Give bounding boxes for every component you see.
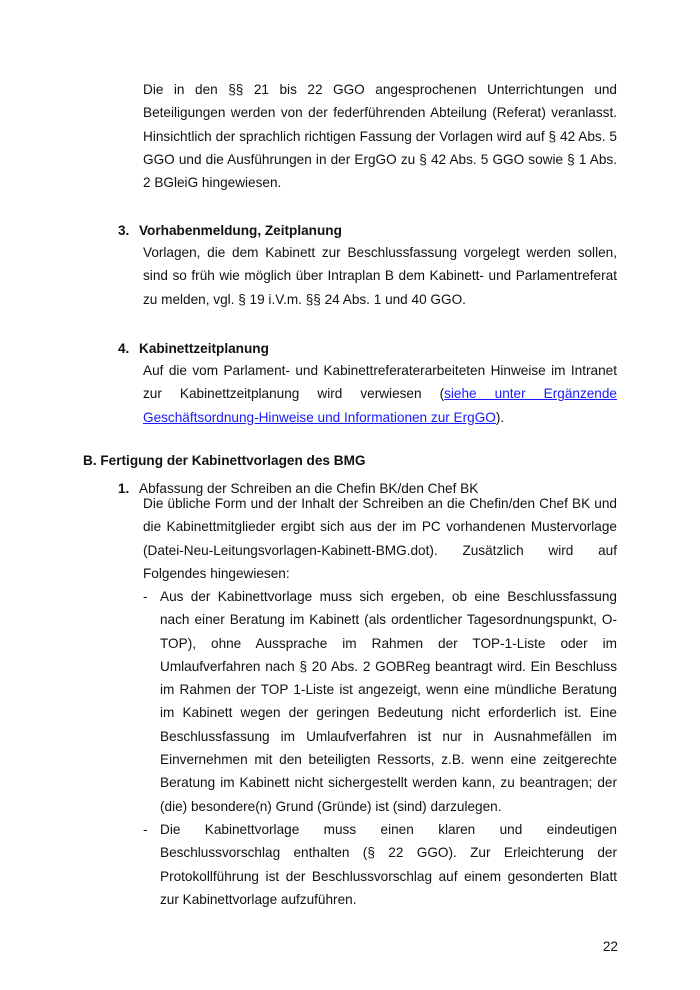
intro-paragraph: Die in den §§ 21 bis 22 GGO angesprochenen Unterrichtungen und Beteiligungen werden von der federführenden Abteilung (Referat) veranlasst. Hinsichtlich der sprachlich richtigen Fassung der Vorlagen wird auf § 42 Abs. 5 GGO und die Ausführungen in der ErgGO zu § 42 Abs. 5 GGO sowie § 1 Abs. 2 BGleiG hingewiesen. [143,82,617,191]
item-1-number: 1. [118,481,130,496]
item-1-text: Die übliche Form und der Inhalt der Schreiben an die Chefin/den Chef BK und die Kabinettmitglieder ergibt sich aus der im PC vorhandenen Mustervorlage (Datei-Neu-Leitungsvorlagen-Kabinett-BMG.dot). Zusätzlich wird auf Folgendes hingewiesen: [143,496,617,581]
section-4-text [143,359,617,429]
section-4-number: 4. [118,341,130,356]
item-1-bullet-list [143,585,617,911]
bullet-text: Aus der Kabinettvorlage muss sich ergeben, ob eine Beschlussfassung nach einer Beratung im Kabinett (als ordentlicher Tagesordnungspunkt, O-TOP), ohne Aussprache im Rahmen der TOP-1-Liste oder im Umlaufverfahren nach § 20 Abs. 2 GOBReg beantragt wird. Ein Beschluss im Rahmen der TOP 1-Liste ist angezeigt, wenn eine mündliche Beratung im Kabinett wegen der geringen Bedeutung nicht erforderlich ist. Eine Beschlussfassung im Umlaufverfahren ist nur in Ausnahmefällen im Einvernehmen mit den beteiligten Ressorts, z.B. wenn eine zeitgerechte Beratung im Kabinett nicht sichergestellt werden kann, zu beantragen; der (die) besondere(n) Grund (Gründe) ist (sind) darzulegen. [160,589,617,814]
section-4-text-before: Auf die vom Parlament- und Kabinettreferaterarbeiteten Hinweise im Intranet zur Kabinettzeitplanung wird verwiesen ( [143,363,617,402]
section-4-text-after: ). [495,409,505,425]
dash-marker: - [143,589,148,604]
section-4-heading [118,340,269,358]
list-item [143,818,617,911]
section-3-text: Vorlagen, die dem Kabinett zur Beschlussfassung vorgelegt werden sollen, sind so früh wie möglich über Intraplan B dem Kabinett- und Parlamentreferat zu melden, vgl. § 19 i.V.m. §§ 24 Abs. 1 und 40 GGO. [143,245,617,307]
section-3-number: 3. [118,223,130,238]
section-4-title: Kabinettzeitplanung [139,341,269,356]
dash-marker: - [143,821,148,837]
ergänzende-geschäftsordnung-link[interactable]: siehe unter Ergänzende Geschäftsordnung-Hinweise und Informationen zur ErgGO [143,386,617,425]
page-number: 22 [602,939,618,954]
list-item [143,585,617,818]
section-3-title: Vorhabenmeldung, Zeitplanung [139,223,342,238]
item-1-title: Abfassung der Schreiben an die Chefin BK/den Chef BK [139,481,479,496]
section-3-heading [118,222,342,240]
bullet-text: Die Kabinettvorlage muss einen klaren und eindeutigen Beschlussvorschlag enthalten (§ 22 GGO). Zur Erleichterung der Protokollführung ist der Beschlussvorschlag auf einem gesonderten Blatt zur Kabinettvorlage aufzuführen. [160,821,617,907]
section-b-heading: B. Fertigung der Kabinettvorlagen des BMG [83,453,366,468]
